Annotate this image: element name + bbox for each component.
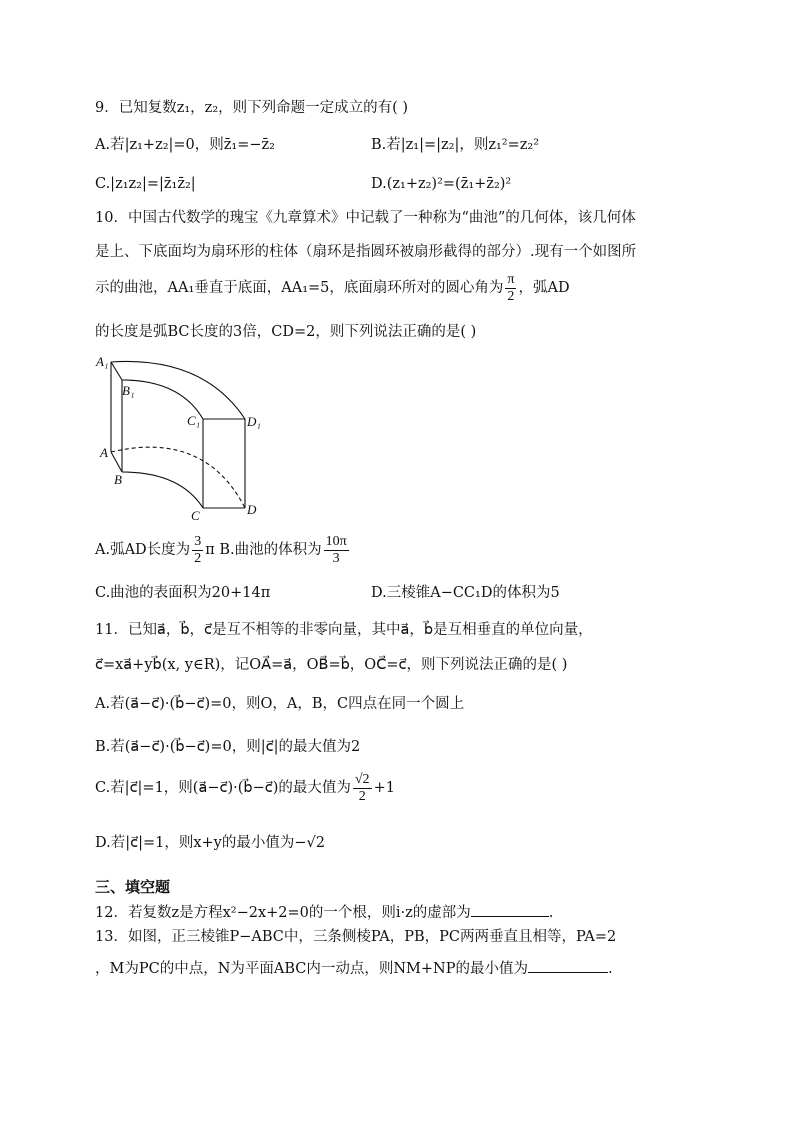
q10-a-den: 2 [194,550,202,566]
q11-c-den: 2 [358,788,366,804]
q10-line3-tail: ，弧AD [518,280,570,296]
q11-c-fraction [353,772,372,805]
label-b: B [114,472,122,487]
q9-option-d: D.(z₁+z₂)²=(z̄₁+z̄₂)² [371,176,512,192]
q10-b-num: 10π [325,533,347,549]
q11-option-c [95,768,395,808]
q10-line3 [95,268,570,308]
q9-stem: 9．已知复数z₁，z₂，则下列命题一定成立的有( ) [95,100,409,116]
angle-fraction [505,272,516,305]
q13-period: . [608,961,613,977]
q11-c-num: √2 [354,771,370,787]
q10-line1: 10．中国古代数学的瑰宝《九章算术》中记载了一种称为“曲池”的几何体，该几何体 [95,210,636,226]
q10-options-ab [95,530,351,570]
q11-c-text: C.若|c⃗|=1，则(a⃗−c⃗)·(b⃗−c⃗)的最大值为 [95,780,351,796]
bottom-outer-arc-hidden [111,447,245,508]
q12 [95,902,553,923]
q10-option-b: B.曲池的体积为 [219,542,322,558]
q10-a-fraction [192,534,203,567]
q9-option-a: A.若|z₁+z₂|=0，则z̄₁=−z̄₂ [95,137,275,153]
q13-line1: 13．如图，正三棱锥P−ABC中，三条侧棱PA，PB，PC两两垂直且相等，PA=2 [95,929,617,945]
q11-option-b: B.若(a⃗−c⃗)·(b⃗−c⃗)=0，则|c⃗|的最大值为2 [95,739,361,755]
q10-a-num: 3 [194,533,202,549]
q11-option-d: D.若|c⃗|=1，则x+y的最小值为−√2 [95,835,325,851]
label-d: D [247,502,257,517]
q10-line4: 的长度是弧BC长度的3倍，CD=2，则下列说法正确的是( ) [95,324,477,340]
label-a1: A₁ [96,354,109,369]
q10-line2: 是上、下底面均为扇环形的柱体（扇环是指圆环被扇形截得的部分）.现有一个如图所 [95,244,637,260]
label-c1: C₁ [187,413,201,428]
q11-line2: c⃗=xa⃗+yb⃗(x, y∈R)，记OA⃗=a⃗，OB⃗=b⃗，OC⃗=c⃗，则下列说法正确的是( ) [95,657,568,673]
bottom-inner-arc [122,472,203,508]
q9-option-b: B.若|z₁|=|z₂|，则z₁²=z₂² [371,137,540,153]
q12-answer-blank[interactable] [471,902,549,917]
q12-period: . [548,905,554,921]
label-d1: D₁ [247,414,261,429]
q13-text: ，M为PC的中点，N为平面ABC内一动点，则NM+NP的最小值为 [95,961,529,977]
q13-line2 [95,958,613,979]
q11-line1: 11．已知a⃗，b⃗，c⃗是互不相等的非零向量，其中a⃗，b⃗是互相垂直的单位向量， [95,622,593,638]
q12-text: 12．若复数z是方程x²−2x+2=0的一个根，则i·z的虚部为 [95,905,471,921]
section-title: 三、填空题 [95,878,171,896]
q10-option-a: A.弧AD长度为 [95,542,191,558]
q10-option-d: D.三棱锥A−CC₁D的体积为5 [371,585,560,601]
q13-answer-blank[interactable] [528,958,608,973]
q10-b-den: 3 [332,550,340,566]
label-b1: B₁ [122,383,135,398]
q10-option-c: C.曲池的表面积为20+14π [95,585,271,601]
edge-ab [111,452,122,472]
q11-c-tail: +1 [373,780,395,796]
q10-a-tail: π [205,542,215,558]
q10-b-fraction [324,534,349,567]
edge-a1b1 [111,362,122,380]
label-c: C [191,508,200,523]
label-a: A [100,445,108,460]
angle-numerator: π [507,271,515,287]
q9-option-c: C.|z₁z₂|=|z̄₁z̄₂| [95,176,196,192]
quchi-figure [95,350,275,525]
q11-option-a: A.若(a⃗−c⃗)·(b⃗−c⃗)=0，则O，A，B，C四点在同一个圆上 [95,696,465,712]
q10-line3-text: 示的曲池，AA₁垂直于底面，AA₁=5，底面扇环所对的圆心角为 [95,280,504,296]
angle-denominator: 2 [507,288,515,304]
